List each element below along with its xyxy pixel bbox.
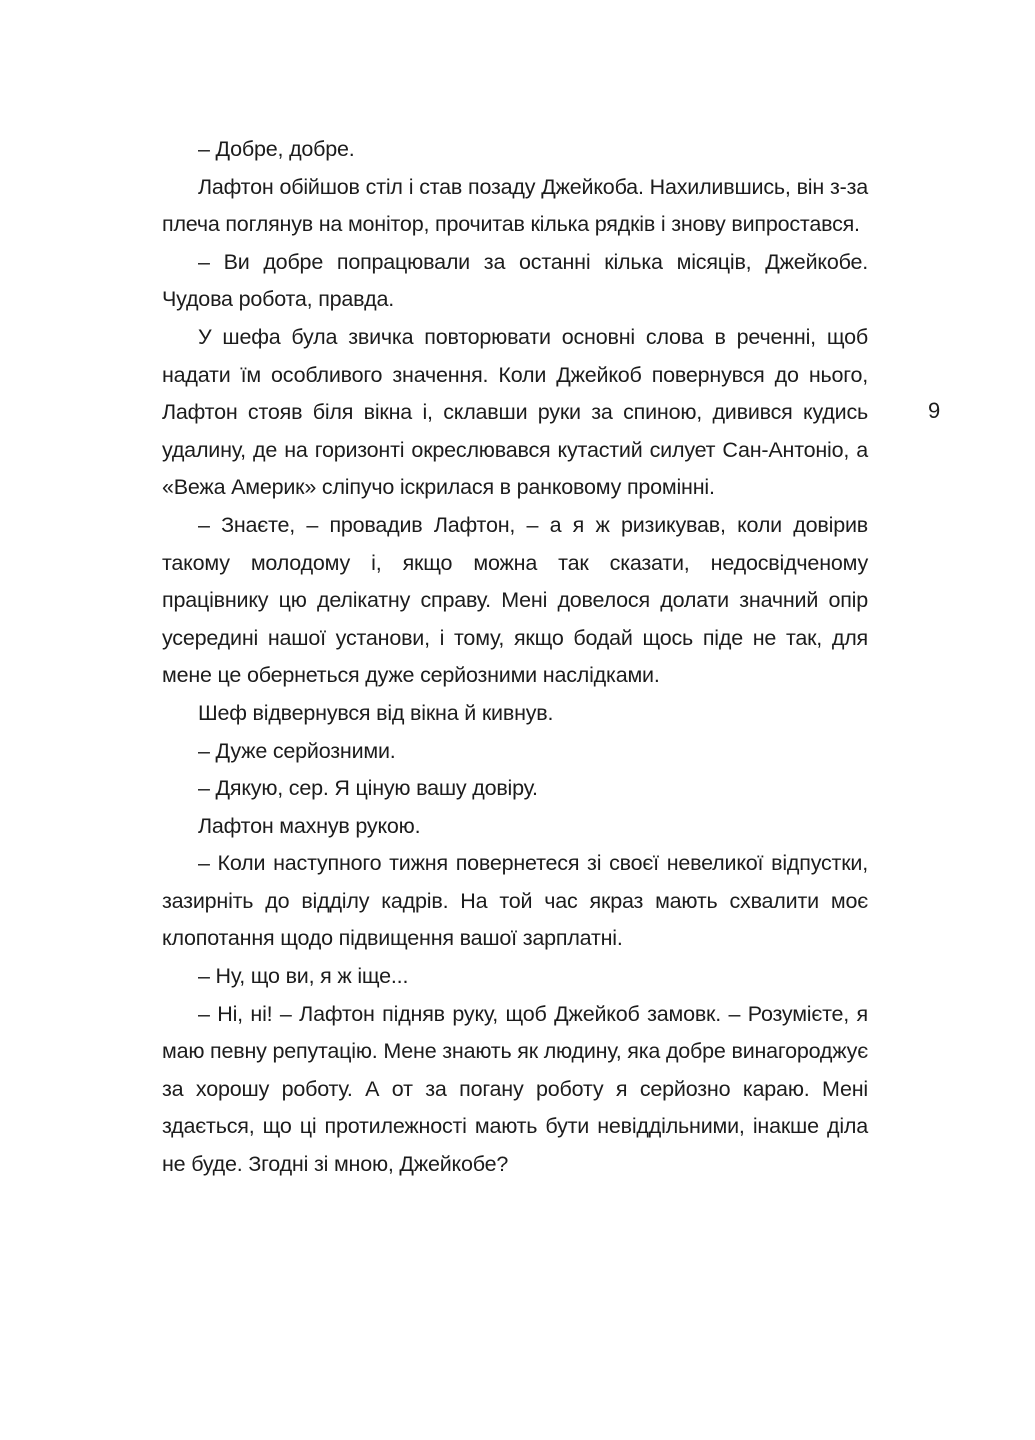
paragraph: У шефа була звичка повторювати основні слова в реченні, щоб надати їм особливого значення. Коли Джейкоб повернувся до нього, Лафтон стояв біля вікна і, склавши руки за спиною, дивився кудись удалину, де на горизонті окреслювався кутастий силует Сан-Антоніо, а «Вежа Америк» сліпучо іскрилася в ранковому промінні. xyxy=(162,324,868,500)
paragraph: – Коли наступного тижня повернетеся зі своєї невеликої відпустки, зазирніть до відділу кадрів. На той час якраз мають схвалити моє клопотання щодо підвищення вашої зарплатні. xyxy=(162,851,868,951)
body-text xyxy=(162,131,868,1184)
paragraph: – Ні, ні! – Лафтон підняв руку, щоб Джейкоб замовк. – Розумієте, я маю певну репутацію. Мене знають як людину, яка добре винагороджує за хорошу роботу. А от за погану роботу я серйозно караю. Мені здається, що ці протилежності мають бути невіддільними, інакше діла не буде. Згодні зі мною, Джейкобе? xyxy=(162,1001,868,1177)
paragraph: – Дуже серйозними. xyxy=(198,738,396,763)
paragraph: – Дякую, сер. Я ціную вашу довіру. xyxy=(198,776,538,801)
paragraph: Шеф відвернувся від вікна й кивнув. xyxy=(198,700,554,725)
paragraph: – Ну, що ви, я ж іще... xyxy=(198,964,409,989)
paragraph: – Добре, добре. xyxy=(198,137,355,161)
page-number: 9 xyxy=(928,398,941,423)
paragraph: – Знаєте, – провадив Лафтон, – а я ж ризикував, коли довірив такому молодому і, якщо можна так сказати, недосвідченому працівнику цю делікатну справу. Мені довелося долати значний опір усередині нашої установи, і тому, якщо бодай щось піде не так, для мене це обернеться дуже серйозними наслідками. xyxy=(162,512,868,688)
paragraph: – Ви добре попрацювали за останні кілька місяців, Джейкобе. Чудова робота, правда. xyxy=(162,249,868,312)
paragraph: Лафтон махнув рукою. xyxy=(198,813,421,838)
paragraph: Лафтон обійшов стіл і став позаду Джейкоба. Нахилившись, він з-за плеча поглянув на монітор, прочитав кілька рядків і знову випростався. xyxy=(162,174,868,237)
